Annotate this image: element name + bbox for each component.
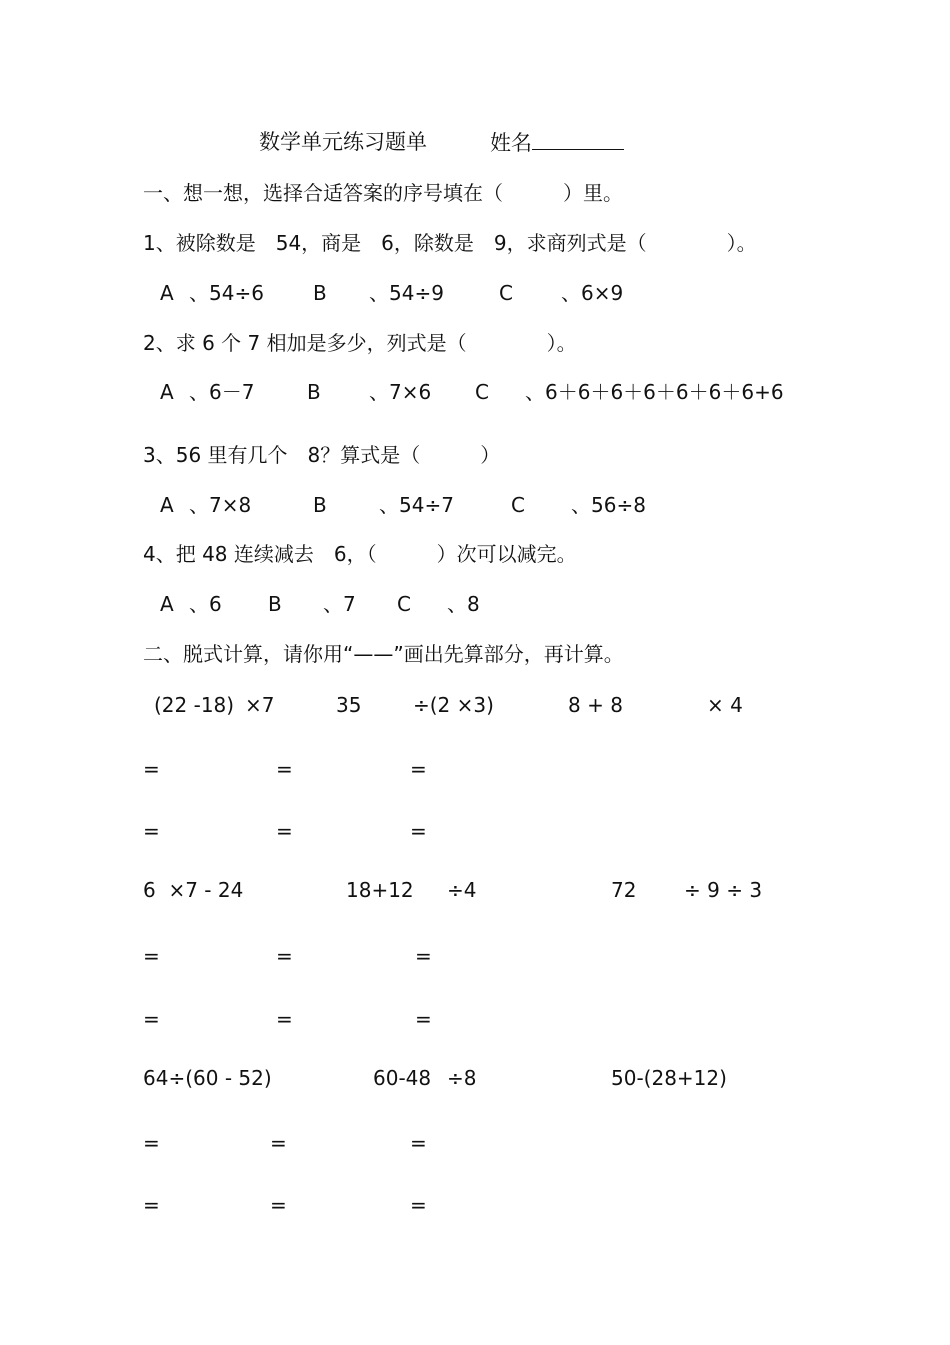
q2-option-c-letter: C [475, 380, 489, 404]
q1-option-c-letter: C [499, 281, 513, 305]
equals-sign: = [276, 944, 293, 968]
expr1-part: ×7 [245, 693, 275, 717]
equals-sign: = [270, 1131, 287, 1155]
q4-option-a-letter: A [160, 592, 174, 616]
expr3-part: 8 + 8 [568, 693, 623, 717]
expr1-part: (22 -18) [154, 693, 235, 717]
equals-sign: = [143, 1193, 160, 1217]
q1-option-b-text: 、54÷9 [369, 281, 444, 305]
q2-option-c-text: 、6＋6＋6＋6＋6＋6＋6+6 [525, 380, 784, 404]
expr6-part: 72 [611, 878, 637, 902]
q2-option-b-text: 、7×6 [369, 380, 432, 404]
q4-option-b-letter: B [268, 592, 282, 616]
equals-sign: = [143, 757, 160, 781]
equals-sign: = [143, 1007, 160, 1031]
q4-option-c-text: 、8 [447, 592, 480, 616]
equals-sign: = [410, 1131, 427, 1155]
section2-heading: 二、脱式计算，请你用“——”画出先算部分，再计算。 [143, 642, 624, 666]
q3-option-b-text: 、54÷7 [379, 493, 454, 517]
q2-option-a-text: 、6－7 [189, 380, 255, 404]
equals-sign: = [415, 944, 432, 968]
expr2-part: ÷(2 ×3) [413, 693, 494, 717]
expr7-part: 64÷(60 - 52) [143, 1066, 272, 1090]
q1-option-a-letter: A [160, 281, 174, 305]
expr5-part: ÷4 [447, 878, 477, 902]
name-label [490, 129, 624, 156]
name-label-text: 姓名 [490, 131, 532, 155]
q4-option-b-text: 、7 [323, 592, 356, 616]
equals-sign: = [270, 1193, 287, 1217]
equals-sign: = [410, 757, 427, 781]
question-3: 3、56 里有几个 8？算式是（ ） [143, 443, 501, 467]
expr2-part: 35 [336, 693, 362, 717]
q3-option-c-text: 、56÷8 [571, 493, 646, 517]
q4-option-a-text: 、6 [189, 592, 222, 616]
q2-option-a-letter: A [160, 380, 174, 404]
equals-sign: = [143, 819, 160, 843]
expr3-part: × 4 [707, 693, 743, 717]
question-4: 4、把 48 连续减去 6，（ ）次可以减完。 [143, 542, 577, 566]
equals-sign: = [143, 944, 160, 968]
equals-sign: = [276, 757, 293, 781]
equals-sign: = [410, 1193, 427, 1217]
page-title: 数学单元练习题单 [259, 130, 427, 154]
q2-option-b-letter: B [307, 380, 321, 404]
section1-heading: 一、想一想，选择合适答案的序号填在（ ）里。 [143, 181, 623, 205]
expr9-part: 50-(28+12) [611, 1066, 727, 1090]
equals-sign: = [276, 1007, 293, 1031]
q3-option-b-letter: B [313, 493, 327, 517]
equals-sign: = [276, 819, 293, 843]
equals-sign: = [143, 1131, 160, 1155]
equals-sign: = [415, 1007, 432, 1031]
q3-option-c-letter: C [511, 493, 525, 517]
q3-option-a-text: 、7×8 [189, 493, 252, 517]
equals-sign: = [410, 819, 427, 843]
question-2: 2、求 6 个 7 相加是多少，列式是（ ）。 [143, 331, 577, 355]
q1-option-b-letter: B [313, 281, 327, 305]
q1-option-c-text: 、6×9 [561, 281, 624, 305]
q1-option-a-text: 、54÷6 [189, 281, 264, 305]
name-blank[interactable] [532, 129, 624, 150]
q3-option-a-letter: A [160, 493, 174, 517]
expr6-part: ÷ 9 ÷ 3 [684, 878, 763, 902]
q4-option-c-letter: C [397, 592, 411, 616]
expr8-part: ÷8 [447, 1066, 477, 1090]
expr5-part: 18+12 [346, 878, 414, 902]
question-1: 1、被除数是 54，商是 6，除数是 9，求商列式是（ ）。 [143, 231, 757, 255]
expr8-part: 60-48 [373, 1066, 432, 1090]
expr4-part: 6 ×7 - 24 [143, 878, 244, 902]
